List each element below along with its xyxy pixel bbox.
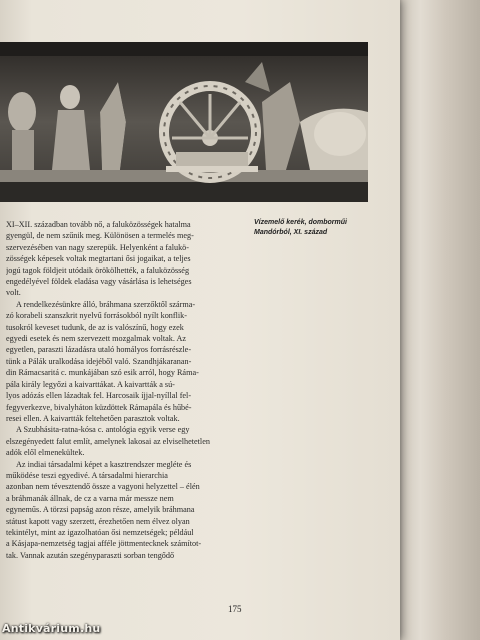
text-line: tekintélyt, mint az igazolhatóan ősi nemzetségek; például [6,527,194,537]
body-text [6,219,250,561]
text-line: egyetlen, paraszti lázadásra utaló homályos forrásrészle- [6,345,192,355]
text-line: engedélyével földek eladása vagy vásárlása is lehetséges [6,277,192,287]
text-line: egyneműs. A törzsi papság azon része, amelyik bráhmana [6,505,195,515]
text-line: A rendelkezésünkre álló, bráhmana szerzőktől szárma- [16,299,196,309]
text-line: szervezésében van nagy szerepük. Helyenként a falukö- [6,242,189,252]
text-line: zösségek képesek voltak megtartani ősi jogaikat, a teljes [6,254,191,264]
text-line: gyengül, de nem szűnik meg. Különösen a termelés meg- [6,231,194,241]
text-line: Az indiai társadalmi képet a kasztrendszer megléte és [16,459,192,469]
text-line: lyos adózás ellen lázadtak fel. Harcosaik íjjal-nyíllal fel- [6,391,192,401]
text-line: fegyverkezve, bivalyháton küzdöttek Rámapála és hűbé- [6,402,192,412]
text-line: jogú tagok földjeit utódaik örökölhették, a faluközösség [6,265,190,275]
text-line: a Kásjapa-nemzetség tagjai afféle jöttmentecknek számítot- [6,539,202,549]
text-line: tusokról keveset tudunk, de az is valószínű, hogy ezek [6,322,184,332]
text-line: volt. [6,288,21,298]
text-line: din Rámacsaritá c. munkájában szó esik arról, hogy Ráma- [6,368,199,378]
text-line: A Szubhásita-ratna-kósa c. antológia egyik verse egy [16,425,190,435]
text-line: egyedi esetek és nem szervezett mozgalmak voltak. Az [6,334,187,344]
text-line: zó korabeli szanszkrit nyelvű forrásokból nyílt konflik- [6,311,187,321]
relief-photo [0,42,368,202]
caption-line: domborműi Mandórból, [254,219,347,236]
relief-illustration [0,42,368,202]
text-line: adók elől elmenekültek. [6,448,85,458]
caption-line: XI. század [293,229,328,236]
text-line: resei ellen. A kaivartták feltehetően parasztok voltak. [6,413,180,423]
text-line: tünk a Pálák uralkodása idejéből való. Szandhjákaranan- [6,356,192,366]
text-line: elszegényedett falut említ, amelynek lakosai az elviselhetetlen [6,436,210,446]
text-line: státust kapott vagy szerzett, érezhetően nem élvez olyan [6,516,190,526]
text-line: XI–XII. században tovább nő, a faluközösségek hatalma [6,220,191,229]
text-line: azonban nem tévesztendő össze a vagyoni helyzettel – élén [6,482,200,492]
text-line: pála király legyőzi a kaivarttákat. A kaivartták a sú- [6,379,175,389]
text-line: működése teszi egyedivé. A társadalmi hierarchia [6,470,168,480]
page-number: 175 [228,604,242,614]
page-stack-edge [395,0,480,640]
caption-line: Vízemelő kerék, [254,219,307,226]
text-line: a bráhmanák állnak, de cz a varna már messze nem [6,493,174,503]
watermark: Antikvárium.hu [2,622,101,635]
figure-caption [254,218,350,238]
text-line: tak. Vannak azután szegényparaszti sorban tengődő [6,550,175,560]
